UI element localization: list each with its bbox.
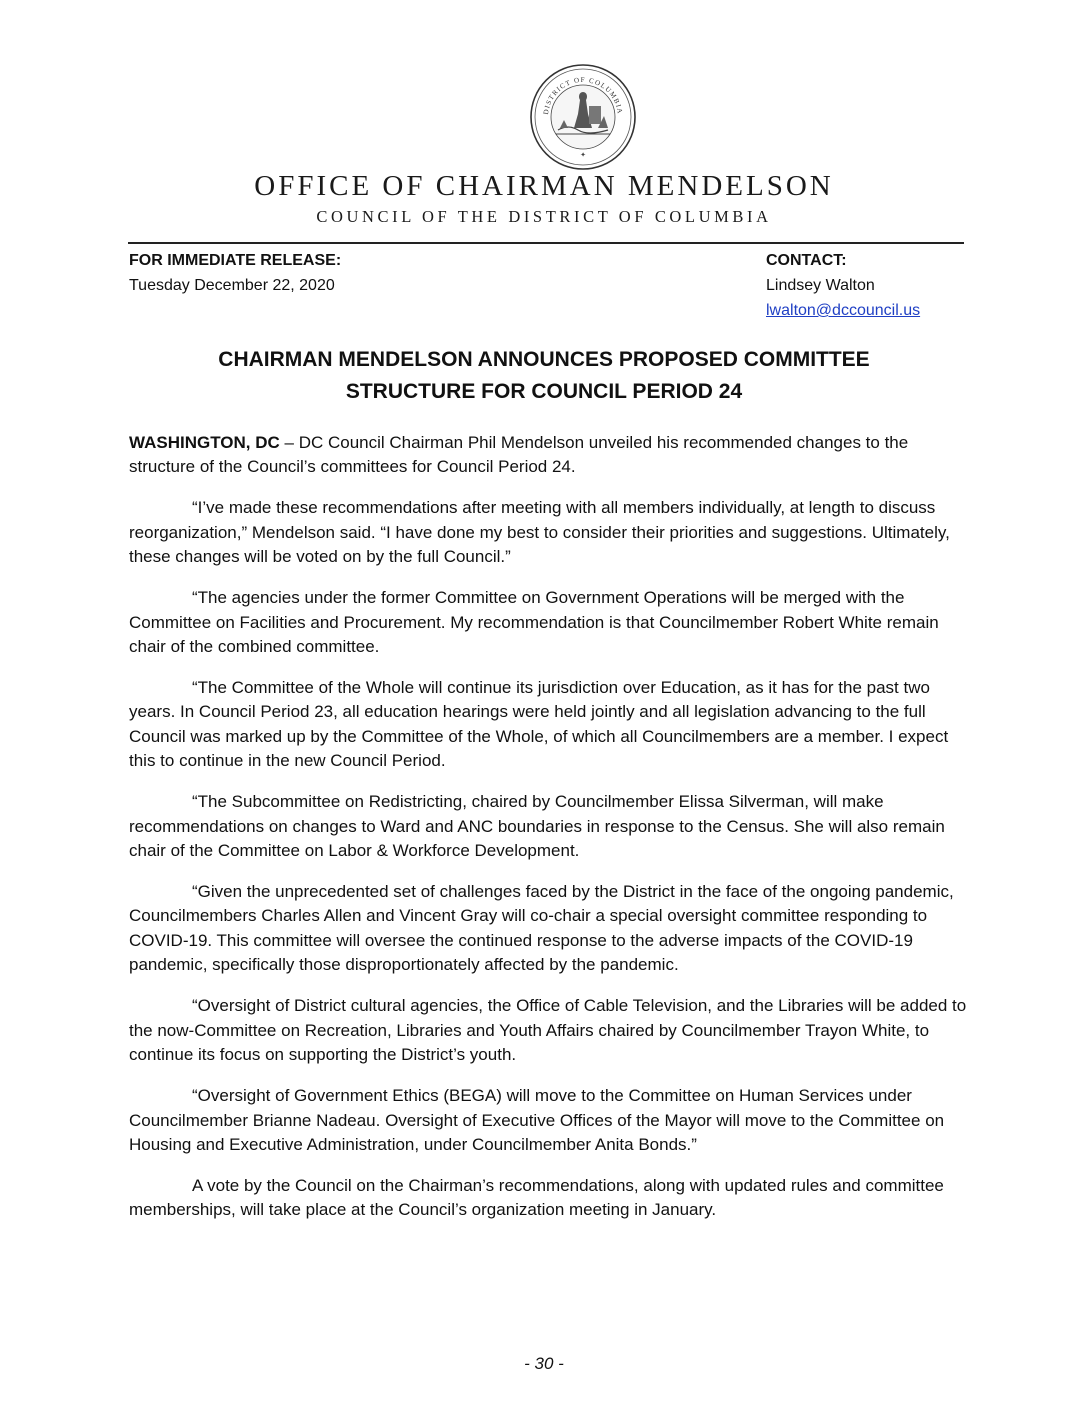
lead-text: – DC Council Chairman Phil Mendelson unveiled his recommended changes to the structure of the Council’s committees for Council Period 24.: [129, 433, 909, 477]
body-paragraph: “I’ve made these recommendations after meeting with all members individually, at length to discuss reorganization,” Mendelson said. “I have done my best to consider their priorities and suggestions. Ultimately, these changes will be voted on by the full Council.”: [129, 498, 950, 567]
seal-text: DISTRICT OF COLUMBIA: [542, 75, 624, 116]
body-paragraph: “Given the unprecedented set of challenges faced by the District in the face of the ongoing pandemic, Councilmembers Charles Allen and Vincent Gray will co-chair a special oversight committee responding to COVID-19. This committee will oversee the continued response to the adverse impacts of the COVID-19 pandemic, specifically those disproportionately affected by the pandemic.: [129, 882, 954, 975]
headline: [0, 344, 1088, 408]
seal-graphic: [528, 62, 638, 172]
contact-label: CONTACT:: [766, 252, 847, 269]
body-paragraph: “The Committee of the Whole will continue its jurisdiction over Education, as it has for the past two years. In Council Period 23, all education hearings were held jointly and all legislation advancing to the full Council was marked up by the Committee of the Whole, of which all Councilmembers are a member. I expect this to continue in the new Council Period.: [129, 678, 949, 771]
office-title: OFFICE OF CHAIRMAN MENDELSON: [254, 170, 834, 202]
body-paragraph: A vote by the Council on the Chairman’s recommendations, along with updated rules and committee memberships, will take place at the Council’s organization meeting in January.: [129, 1175, 944, 1220]
body-text: [129, 431, 969, 1239]
office-subtitle: COUNCIL OF THE DISTRICT OF COLUMBIA: [316, 207, 772, 226]
contact-block: [766, 248, 920, 323]
body-paragraph: “The Subcommittee on Redistricting, chaired by Councilmember Elissa Silverman, will make recommendations on changes to Ward and ANC boundaries in response to the Census. She will also remain chair of the Committee on Labor & Workforce Development.: [129, 792, 945, 861]
header-divider: [128, 242, 964, 244]
district-of-columbia-seal-icon: [528, 62, 638, 172]
svg-text:✦: ✦: [580, 151, 586, 159]
dateline: WASHINGTON, DC: [129, 433, 280, 452]
body-paragraph: “Oversight of Government Ethics (BEGA) will move to the Committee on Human Services under Councilmember Brianne Nadeau. Oversight of Executive Offices of the Mayor will move to the Committee on Housing and Executive Administration, under Councilmember Anita Bonds.”: [129, 1086, 945, 1154]
headline-line-2: STRUCTURE FOR COUNCIL PERIOD 24: [345, 380, 743, 403]
body-paragraph: “Oversight of District cultural agencies, the Office of Cable Television, and the Libraries will be added to the now-Committee on Recreation, Libraries and Youth Affairs chaired by Councilmember Trayon White, to continue its focus on supporting the District’s youth.: [129, 996, 967, 1065]
release-label: FOR IMMEDIATE RELEASE:: [129, 252, 342, 269]
headline-line-1: CHAIRMAN MENDELSON ANNOUNCES PROPOSED COMMITTEE: [218, 348, 870, 371]
contact-name: Lindsey Walton: [766, 277, 875, 294]
release-date: Tuesday December 22, 2020: [129, 277, 335, 294]
release-block: [129, 248, 341, 298]
body-paragraph: “The agencies under the former Committee on Government Operations will be merged with the Committee on Facilities and Procurement. My recommendation is that Councilmember Robert White remain chair of the combined committee.: [129, 588, 939, 657]
lead-paragraph: [129, 431, 969, 480]
page-number: - 30 -: [524, 1354, 564, 1373]
contact-email-link[interactable]: lwalton@dccouncil.us: [766, 302, 921, 319]
